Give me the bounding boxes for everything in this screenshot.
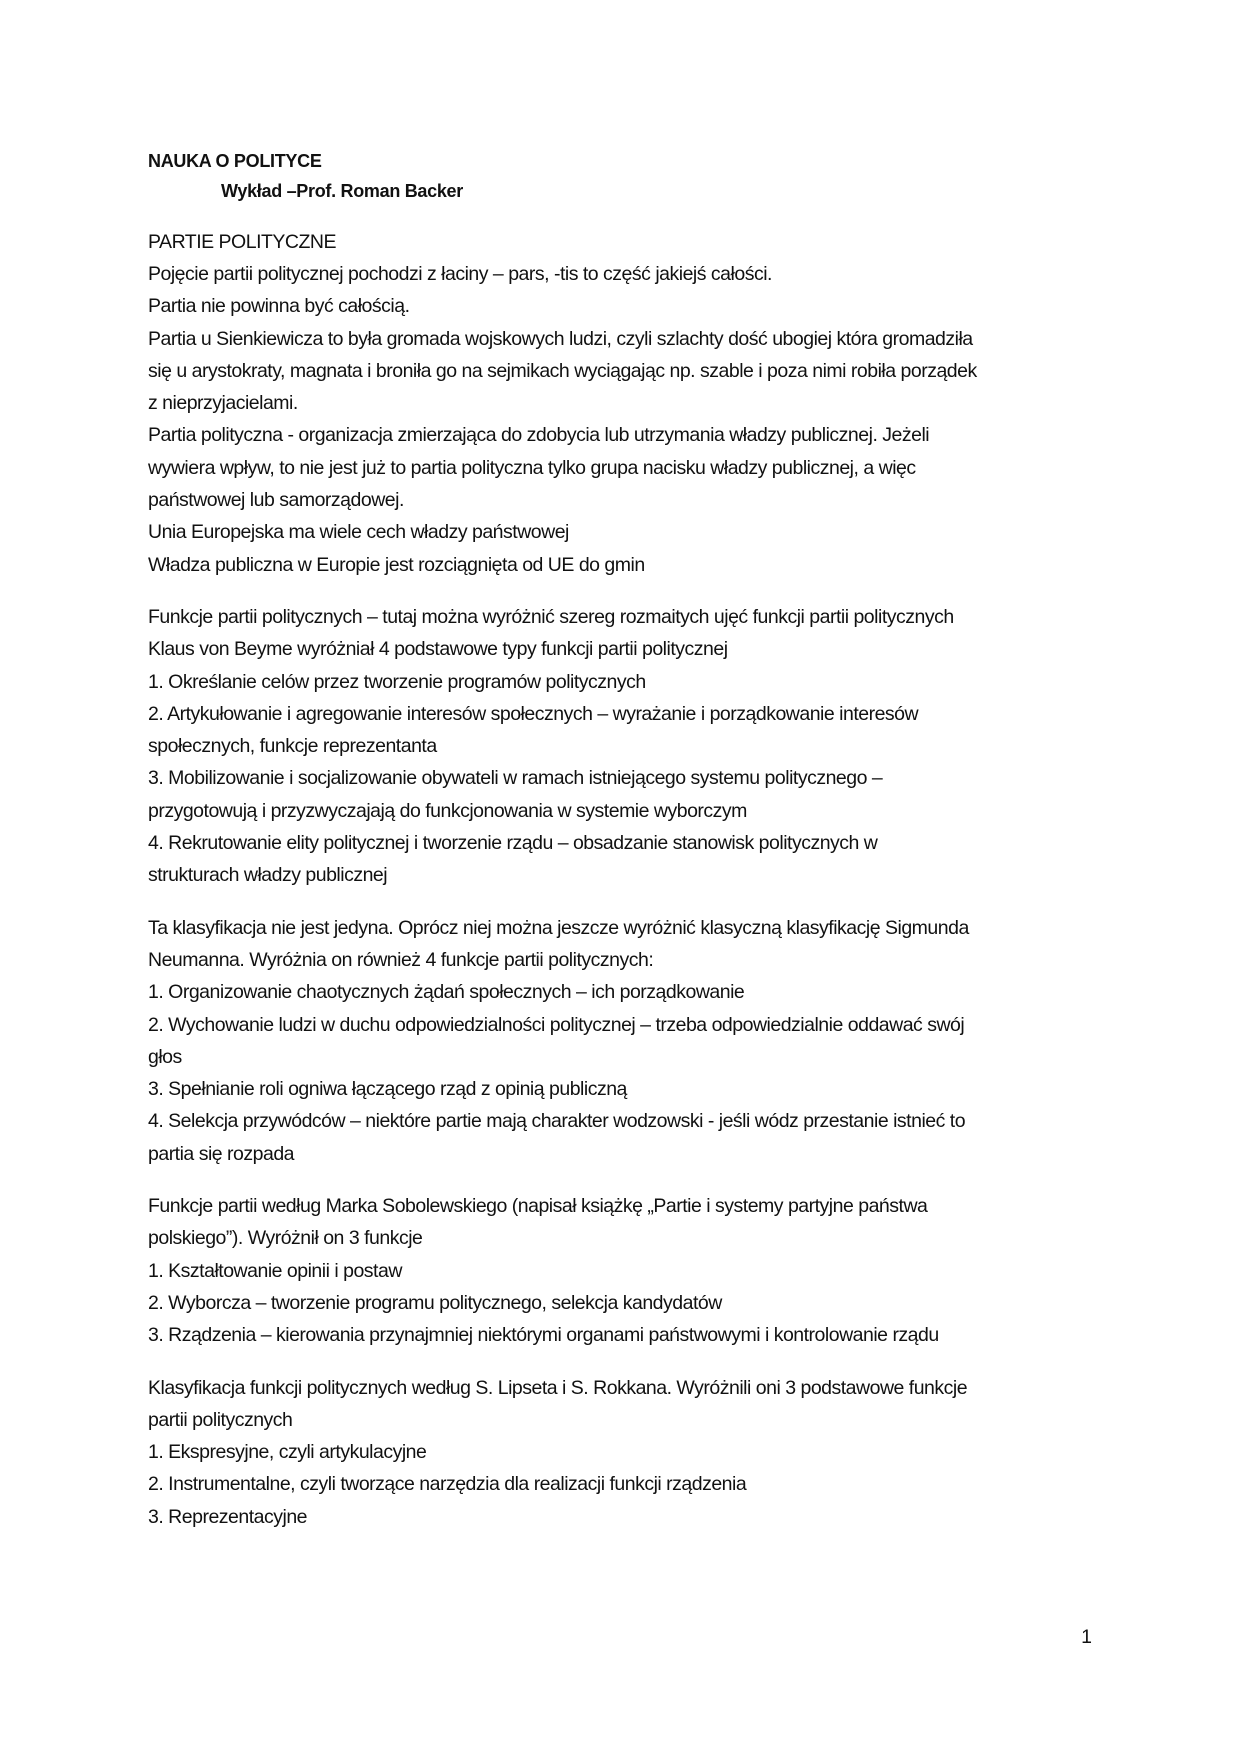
document-page <box>148 146 1098 1533</box>
text-line: 1. Kształtowanie opinii i postaw <box>148 1259 402 1282</box>
text-line: przygotowują i przyzwyczajają do funkcjonowania w systemie wyborczym <box>148 799 747 822</box>
paragraph-gap <box>148 1352 1098 1372</box>
text-line: 2. Artykułowanie i agregowanie interesów społecznych – wyrażanie i porządkowanie interesów <box>148 702 919 725</box>
paragraph-gap <box>148 581 1098 601</box>
text-line: 2. Wychowanie ludzi w duchu odpowiedzialności politycznej – trzeba odpowiedzialnie oddawać swój <box>148 1013 965 1036</box>
text-line: 1. Organizowanie chaotycznych żądań społecznych – ich porządkowanie <box>148 981 745 1004</box>
text-line: Partia u Sienkiewicza to była gromada wojskowych ludzi, czyli szlachty dość ubogiej która gromadziła <box>148 327 973 350</box>
text-line: 3. Rządzenia – kierowania przynajmniej niektórymi organami państwowymi i kontrolowanie rządu <box>148 1324 939 1347</box>
text-line: 1. Ekspresyjne, czyli artykulacyjne <box>148 1441 427 1464</box>
text-line: Ta klasyfikacja nie jest jedyna. Oprócz niej można jeszcze wyróżnić klasyczną klasyfikację Sigmunda <box>148 916 969 939</box>
text-line: Partia polityczna - organizacja zmierzająca do zdobycia lub utrzymania władzy publicznej. Jeżeli <box>148 424 930 447</box>
text-line: 2. Instrumentalne, czyli tworzące narzędzia dla realizacji funkcji rządzenia <box>148 1473 747 1496</box>
text-line: Klasyfikacja funkcji politycznych według S. Lipseta i S. Rokkana. Wyróżnili oni 3 podstawowe funkcje <box>148 1376 968 1399</box>
paragraph <box>148 1372 1098 1533</box>
text-line: Władza publiczna w Europie jest rozciągnięta od UE do gmin <box>148 553 645 576</box>
paragraph <box>148 1190 1098 1351</box>
text-line: 3. Spełnianie roli ogniwa łączącego rząd z opinią publiczną <box>148 1078 627 1101</box>
paragraph <box>148 258 1098 581</box>
paragraph <box>148 912 1098 1170</box>
text-line: głos <box>148 1045 182 1068</box>
text-line: państwowej lub samorządowej. <box>148 489 404 512</box>
body-text <box>148 258 1098 1533</box>
text-line: 4. Rekrutowanie elity politycznej i tworzenie rządu – obsadzanie stanowisk politycznych w <box>148 832 878 855</box>
document-title: NAUKA O POLITYCE <box>148 151 322 171</box>
text-line: z nieprzyjacielami. <box>148 392 298 415</box>
text-line: Partia nie powinna być całością. <box>148 295 410 318</box>
text-line: Funkcje partii politycznych – tutaj można wyróżnić szereg rozmaitych ujęć funkcji partii politycznych <box>148 605 954 628</box>
text-line: 2. Wyborcza – tworzenie programu politycznego, selekcja kandydatów <box>148 1291 722 1314</box>
paragraph-gap <box>148 1170 1098 1190</box>
document-subtitle: Wykład –Prof. Roman Backer <box>221 181 463 201</box>
page-number: 1 <box>1081 1626 1092 1648</box>
paragraph-gap <box>148 892 1098 912</box>
text-line: Klaus von Beyme wyróżniał 4 podstawowe typy funkcji partii politycznej <box>148 638 728 661</box>
text-line: Neumanna. Wyróżnia on również 4 funkcje partii politycznych: <box>148 948 654 971</box>
text-line: polskiego”). Wyróżnił on 3 funkcje <box>148 1227 423 1250</box>
text-line: wywiera wpływ, to nie jest już to partia polityczna tylko grupa nacisku władzy publicznej, a więc <box>148 456 916 479</box>
text-line: Unia Europejska ma wiele cech władzy państwowej <box>148 521 569 544</box>
text-line: 3. Reprezentacyjne <box>148 1505 308 1528</box>
text-line: się u arystokraty, magnata i broniła go na sejmikach wyciągając np. szable i poza nimi robiła porządek <box>148 359 977 382</box>
text-line: 3. Mobilizowanie i socjalizowanie obywateli w ramach istniejącego systemu politycznego – <box>148 767 883 790</box>
text-line: Funkcje partii według Marka Sobolewskiego (napisał książkę „Partie i systemy partyjne państwa <box>148 1195 928 1218</box>
paragraph <box>148 601 1098 892</box>
text-line: strukturach władzy publicznej <box>148 864 388 887</box>
text-line: społecznych, funkcje reprezentanta <box>148 735 437 758</box>
text-line: partia się rozpada <box>148 1142 295 1165</box>
text-line: Pojęcie partii politycznej pochodzi z łaciny – pars, -tis to część jakiejś całości. <box>148 263 772 285</box>
spacer <box>148 206 1098 226</box>
text-line: partii politycznych <box>148 1408 293 1431</box>
text-line: 4. Selekcja przywódców – niektóre partie mają charakter wodzowski - jeśli wódz przestanie istnieć to <box>148 1110 966 1133</box>
text-line: 1. Określanie celów przez tworzenie programów politycznych <box>148 670 646 693</box>
section-heading: PARTIE POLITYCZNE <box>148 231 336 253</box>
